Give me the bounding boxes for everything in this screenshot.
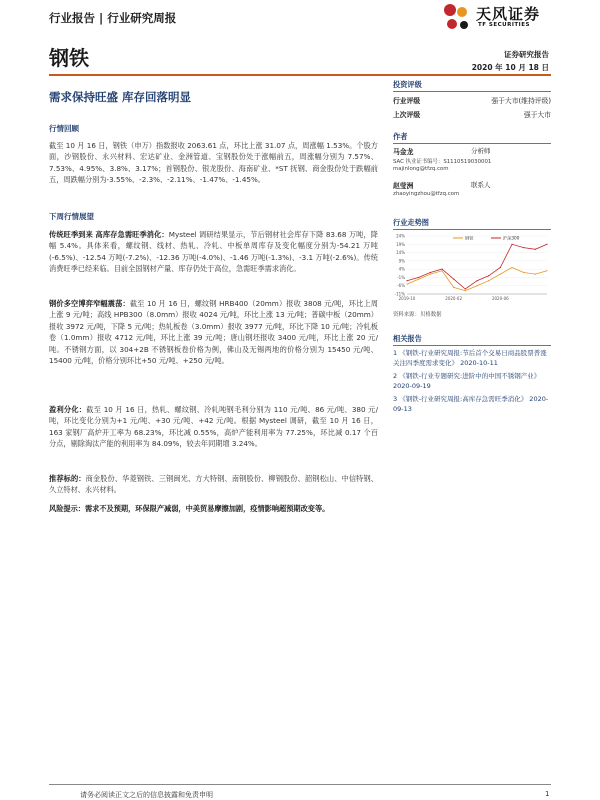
x-tick-label: 2020-02 [445,296,463,301]
data-point [430,272,431,273]
data-point [418,278,419,279]
y-tick-label: 4% [398,266,405,272]
section-heading-review: 行情回顾 [49,124,79,133]
author-1-cert: SAC 执业证书编号：S1110519030001 [393,159,492,165]
report-date: 2020 年 10 月 18 日 [471,63,549,72]
paragraph-lead: 钢价多空博弈窄幅震荡： [49,299,130,308]
x-tick-label: 2019-10 [398,296,416,301]
data-point [488,275,489,276]
industry-trend-chart [393,232,551,307]
data-point [500,274,501,275]
y-tick-label: -11% [394,291,405,297]
data-point [453,287,454,288]
authors-heading: 作者 [393,132,408,141]
brand-logo-icon [440,2,474,32]
outlook-paragraph-4 [49,473,378,496]
data-point [546,244,547,245]
author-2-email[interactable]: zhaoyingzhou@tfzq.com [393,191,460,197]
author-2-role: 联系人 [471,181,491,189]
data-point [465,288,466,289]
paragraph-lead: 推荐标的： [49,474,86,483]
x-tick-label: 2020-06 [491,296,509,301]
section-heading-outlook: 下周行情展望 [49,212,94,221]
risk-warning: 风险提示：需求不及预期，环保限产减弱，中美贸易摩擦加剧，疫情影响超预期改变等。 [49,504,330,513]
series-line [407,268,547,291]
review-paragraph: 截至 10 月 16 日，钢铁（申万）指数报收 2063.61 点，环比上涨 31.07 点，周涨幅 1.53%。个股方面，沙钢股份、永兴材料、宏达矿业、金洲管道、宝钢股份处于涨幅前五，周涨幅分别为 7.57%、7.53%、4.95%、3.8%、3.17%；首钢股份、银龙股份、海南矿业、*ST 抚钢、商金股份处于跌幅前五，周跌幅分别为-3.55%、-2.3%、-2.11%、-1.47%、-1.45%。 [49,141,378,185]
data-point [546,270,547,271]
related-list [393,348,551,414]
header-divider [49,74,551,76]
chart-source: 资料来源：贝格数据 [393,312,442,318]
outlook-paragraph-2 [49,298,378,366]
previous-rating-value: 强于大市 [523,111,551,119]
data-point [406,280,407,281]
data-point [488,280,489,281]
paragraph-lead: 传统旺季到来 高库存急需旺季消化： [49,230,169,239]
report-category: 行业报告 | 行业研究周报 [49,11,177,25]
data-point [465,290,466,291]
data-point [535,274,536,275]
data-point [476,280,477,281]
data-point [511,244,512,245]
industry-rating-label: 行业评级 [393,97,421,105]
y-tick-label: 9% [398,258,405,264]
brand-name-en: TF SECURITIES [478,22,530,28]
author-1-name: 马金龙 [393,148,414,156]
related-report-1[interactable]: 1 《钢铁-行业研究周报:节后首个交易日商品股票普涨 关注四季度需求变化》 2020-10-11 [393,349,547,368]
data-point [406,283,407,284]
related-report-2[interactable]: 2 《钢铁-行业专题研究:进阶中的中国不锈钢产业》 2020-09-19 [393,371,541,391]
author-1-email[interactable]: majinlong@tfzq.com [393,166,449,172]
y-tick-label: 14% [396,250,405,256]
series-line [407,244,547,289]
sector-title: 钢铁 [49,46,89,70]
trend-divider [393,229,551,230]
industry-rating-value: 强于大市(维持评级) [491,97,551,105]
data-point [500,267,501,268]
data-point [441,270,442,271]
related-divider [393,345,551,346]
paragraph-body: 截至 10 月 16 日，热轧、螺纹钢、冷轧吨钢毛利分别为 110 元/吨、86 元/吨、380 元/吨，环比变化分别为+1 元/吨、+30 元/吨、+42 元/吨。根据 Mysteel 调研，截至 10 月 16 日，163 家钢厂高炉开工率为 68.23%，环比减 0.55%，高炉产能利用率为 77.25%，环比减 0.17 个百分点，剔除淘汰产能的利用率为 84.09%，较去年同期增 3.24%。 [49,405,378,449]
legend-label: 钢铁 [465,235,474,241]
legend-label: 沪深300 [503,235,520,241]
author-2-name: 赵莹洲 [393,182,414,190]
industry-rating-row [393,95,551,105]
y-tick-label: -6% [397,283,405,289]
related-heading: 相关报告 [393,334,422,343]
data-point [511,267,512,268]
y-tick-label: -1% [397,274,405,280]
footer-divider [49,784,551,785]
report-type: 证券研究报告 [504,50,549,59]
brand-name-cn: 天风证券 [476,5,541,23]
data-point [453,278,454,279]
rating-divider [393,91,551,92]
paragraph-body: Mysteel 调研结果显示，节后钢材社会库存下降 83.68 万吨，降幅 5.4%。具体来看，螺纹钢、线材、热轧、冷轧、中板单周库存及变化幅度分别为-54.21 万吨(-6.5%)、-12.54 万吨(-7.2%)、-12.36 万吨(-4.0%)、-1.46 万吨(-1.3%)、-3.1 万吨(-2.6%)。传统消费旺季已经来临。目前全国钢材产量、库存仍处于高位，急需旺季需求消化。 [49,230,378,274]
data-point [430,274,431,275]
y-tick-label: 24% [396,233,405,239]
data-point [523,247,524,248]
paragraph-lead: 盈利分化： [49,405,87,414]
trend-heading: 行业走势图 [393,218,429,227]
page-number: 1 [545,790,550,798]
data-point [523,272,524,273]
y-tick-label: 19% [396,241,405,247]
footer-disclaimer: 请务必阅读正文之后的信息披露和免责申明 [80,791,213,799]
authors-divider [393,143,551,144]
rating-heading: 投资评级 [393,80,422,89]
outlook-paragraph-1 [49,229,378,275]
data-point [476,285,477,286]
paragraph-body: 商金股份、华菱钢铁、三钢闽光、方大特钢、南钢股份、柳钢股份、韶钢松山、中信特钢、久立特材、永兴材料。 [49,474,378,495]
paragraph-body: 截至 10 月 16 日，螺纹钢 HRB400（20mm）报收 3808 元/吨，环比上周上涨 9 元/吨；高线 HPB300（8.0mm）报收 4024 元/吨，环比上涨 13 元/吨；普碳中板（20mm）报收 3972 元/吨，下降 5 元/吨；热轧板卷（3.0mm）报收 3977 元/吨，环比下降 10 元/吨；冷轧板卷（1.0mm）报收 4712 元/吨，环比上涨 39 元/吨；唐山钢坯报收 3400 元/吨，环比上涨 20 元/吨。不锈钢方面，以 304+2B 不锈钢板卷价格为例，佛山及无锡两地的价格分别为 15450 元/吨、15400 元/吨，价格分别环比+50 元/吨、+250 元/吨。 [49,299,378,366]
previous-rating-label: 上次评级 [393,111,421,119]
outlook-paragraph-3 [49,404,378,450]
previous-rating-row [393,109,551,119]
data-point [535,249,536,250]
data-point [441,269,442,270]
data-point [418,277,419,278]
author-1-role: 分析师 [471,147,491,155]
related-report-3[interactable]: 3 《钢铁-行业研究周报:高库存急需旺季消化》 2020-09-13 [393,394,549,414]
report-title: 需求保持旺盛 库存回落明显 [49,90,192,104]
